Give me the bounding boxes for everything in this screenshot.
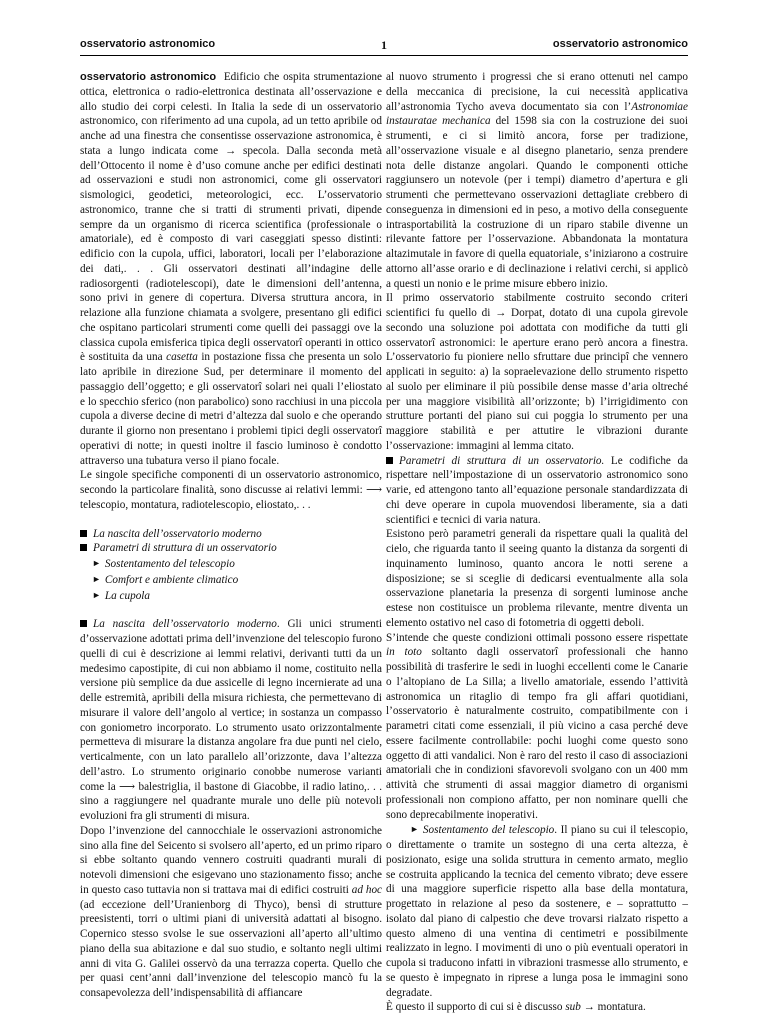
closing-paragraph: È questo il supporto di cui si è discusso sub → montatura. xyxy=(386,1001,646,1014)
section-parameters-paragraph: Parametri di struttura di un osservatorio. Le codifiche da rispettare nell’impostazione di un osservatorio astronomico sono varie, ed attengono tanto all’equazione personale standardizzata di chi deve operare in cupola muovendosi liberamente, sia a dati scientifici e tecnici di varia natura. xyxy=(386,454,689,526)
toc-subitem[interactable]: ► Sostentamento del telescopio xyxy=(92,558,235,570)
section-support-paragraph: ► Sostentamento del telescopio. Il piano su cui il telescopio, o direttamente o tramite un sostegno di una certa altezza, è posizionato, esige una solida struttura in cemento armato, meglio se costruita applicando la tecnica del cemento vibrato; deve essere di una maggiore superficie rispetto alla base della montatura, progettato in relazione al peso da sostenere, e – soprattutto – isolato dal piano di calpestio che deve trovarsi rialzato rispetto a questo almeno di una ventina di centimetri e possibilmente realizzato in legno. I movimenti di uno o più eventuali operatori in cupola si traducono infatti in vibrazioni trasmesse allo strumento, e se questo è impegnato in riprese a lunga posa le immagini sono degradate. xyxy=(386,824,688,999)
header-rule xyxy=(80,55,688,56)
square-bullet-icon xyxy=(386,457,393,464)
italic-sub: sub xyxy=(565,1001,581,1014)
triangle-bullet-icon: ► xyxy=(92,558,101,568)
section-birth-paragraph-2: Dopo l’invenzione del cannocchiale le osservazioni astronomiche sino alla fine del Seicento si svolsero all’aperto, ed un primo riparo si ebbe soltanto quando vennero costruiti quadranti murali di notevoli dimensioni che esigevano uno stazionamento fisso; anche in questo caso tuttavia non si trattava mai di edifici costruiti ad hoc (ad eccezione dell’Uranienborg di Thyco), bensì di strutture preesistenti, torri o ultimi piani di università adattati al bisogno. Copernico stesso svolse le sue osservazioni all’aperto all’ultimo piano della sua abitazione e dal suo studio, e soltanto negli ultimi anni di vita G. Galilei osservò da una terrazza coperta. Quello che per quasi cent’anni dall’invenzione del telescopio mancò fu la consapevolezza dell’indispensabilità di affiancare xyxy=(80,824,383,999)
italic-ad-hoc: ad hoc xyxy=(351,883,383,896)
square-bullet-icon xyxy=(80,530,87,537)
running-head-left: osservatorio astronomico xyxy=(80,38,216,50)
toc-item[interactable]: Parametri di struttura di un osservatorio xyxy=(80,541,382,556)
triangle-bullet-icon: ► xyxy=(92,589,101,600)
toc-subitem[interactable]: ► Comfort e ambiente climatico xyxy=(92,573,239,586)
section-title: Sostentamento del telescopio xyxy=(422,824,555,837)
dorpat-paragraph: Il primo osservatorio stabilmente costruito secondo criteri scientifici fu quello di → Dorpat, dotato di una cupola girevole secondo una soluzione poi adottata con modifiche da tutti gli osservatorî astronomici: le aperture erano però ancora a finestra. L’osservatorio fu pioniere nello sfruttare due principî che vennero applicati in seguito: a) la sopraelevazione dello strumento rispetto al suolo per eliminare il più possibile dense masse d’aria oltreché per una maggiore visibilità all’orizzonte; b) l’irrigidimento con strutture portanti del piano sui cui poggia lo strumento per una maggiore stabilità e per attutire le vibrazioni durante l’osservazione: immagini al lemma citato. xyxy=(386,292,688,452)
italic-in-toto: in toto xyxy=(386,646,422,659)
running-head-right: osservatorio astronomico xyxy=(552,38,688,50)
page-number: 1 xyxy=(381,38,387,52)
section-birth-paragraph: La nascita dell’osservatorio moderno. Gli unici strumenti d’osservazione adottati prima dell’invenzione del telescopio furono quelli di cui è descrizione ai lemmi relativi, derivanti tutti da un medesimo capostipite, di cui non abbiamo il nome, costituito nella versione più semplice da due assicelle di legno incernierate ad una delle estremità, apribili della misura richiesta, che permettevano di misurare il valore dell’angolo al vertice; in sostanza un compasso con goniometro incorporato. Lo strumento usato orizzontalmente permetteva di misurare la distanza angolare fra due punti nel cielo, verticalmente, con un lato parallelo all’orizzonte, dava l’altezza dell’astro. Lo strumento originario conobbe numerose varianti come la ⟶ balestriglia, il bastone di Giacobbe, il radio latino,. . . sino a raggiungere nel quadrante murale uno delle più notevoli evoluzioni fra gli strumenti di misura. xyxy=(80,618,382,822)
intro-text-rest: in postazione fissa che presenta un solo lato apribile in direzione Sud, per determinare il momento del passaggio dell’oggetto; e gli osservatorî solari nei quali l’eliostato e lo specchio sferico (non parabolico) sono racchiusi in una piccola cupola a diverse decine di metri d’altezza dal suolo e che operando durante il giorno non presentano i problemi tipici degli osservatorî operativi di notte; in questi inoltre il fascio luminoso è condotto attraverso una tubatura verso il piano focale. xyxy=(80,351,383,467)
section-text: Gli unici strumenti d’osservazione adottati prima dell’invenzione del telescopio furono quelli di cui è descrizione ai lemmi relativi, derivanti tutti da un medesimo capostipite, di cui non abbiamo il nome, costituito nella versione più semplice da due assicelle di legno incernierate ad una delle estremità, apribili della misura richiesta, che permettevano di misurare il valore dell’angolo al vertice; in sostanza un compasso con goniometro incorporato. Lo strumento usato orizzontalmente permetteva di misurare la distanza angolare fra due punti nel cielo, verticalmente, con un lato parallelo all’orizzonte, dava l’altezza dell’astro. Lo strumento originario conobbe numerose varianti come la ⟶ balestriglia, il bastone di Giacobbe, il radio latino,. . . sino a raggiungere nel quadrante murale uno delle più notevoli evoluzioni fra gli strumenti di misura. xyxy=(80,618,382,822)
intro-text: Edificio che ospita strumentazione ottica, elettronica o radio-elettronica destinata all’osservazione e allo studio dei corpi celesti. In Italia la sede di un osservatorio astronomico, con riferimento ad una cupola, ad un tetto apribile od anche ad una finestra che consentisse osservazione astronomica, è stata a lungo indicata come → specola. Dalla seconda metà dell’Ottocento il nome è d’uso comune anche per edifici destinati ad osservazioni e studi non astronomici, come gli osservatori sismologici, geodetici, meteorologici, ecc. L’osservatorio astronomico, tranne che si tratti di strumenti privati, dipende sempre da un organismo di ricerca scientifica (professionale o amatoriale), ed è composto di vari caseggiati spesso distinti: edificio con la cupola, uffici, laboratori, locali per l’elaborazione dei dati,. . . Gli osservatori destinati all’indagine delle radiosorgenti (radiotelescopi), date le dimensioni dell’antenna, sono privi in genere di copertura. Diversa struttura ancora, in relazione alla funzione chiamata a svolgere, presentano gli edifici che ospitano particolari strumenti come quelli dei passaggi ove la classica cupola emisferica tipica degli osservatorî operanti in ottico è sostituita da una xyxy=(80,71,382,364)
optimal-conditions-paragraph: S’intende che queste condizioni ottimali possono essere rispettate in toto soltanto dagli osservatorî professionali che hanno possibilità di trasferire le sedi in luoghi eccellenti come le Canarie o l’altopiano de La Silla; a livello amatoriale, essendo l’attività astronomica un ritaglio di tempo fra gli affari quotidiani, l’osservatorio è naturalmente costruito, compatibilmente con i parametri citati come essenziali, il più vicino a casa perché deve essere facilmente controllabile: pochi luoghi come questo sono oggetto di atti vandalici. Non è raro del resto il caso di associazioni amatoriali che in condizioni sfavorevoli svolgano con un 400 mm attività che strumenti di assai maggior diametro di organismi professionali non compiono affatto, per non nominare quelli che sono deprecabilmente inoperativi. xyxy=(386,631,688,821)
section-title: La nascita dell’osservatorio moderno xyxy=(93,618,277,631)
italic-book-title: Astronomiae instauratae mechanica xyxy=(386,100,688,128)
sky-quality-paragraph: Esistono però parametri generali da rispettare quali la qualità del cielo, che riguarda tanto il seeing quanto la distanza da sorgenti di inquinamento luminoso, quanto ancora le notti serene a disposizione; se si sceglie di dedicarsi eventualmente alla sola osservazione planetaria la presenza di sorgenti luminose anche estese non costituisce un problema rilevante, mentre diventa un elemento ostativo nel caso di fotometria di oggetti deboli. xyxy=(386,528,688,629)
left-column xyxy=(80,70,382,1001)
square-bullet-icon xyxy=(80,620,87,627)
continuation-paragraph: al nuovo strumento i progressi che si erano ottenuti nel campo della meccanica di precisione, la cui necessità applicativa all’astronomia Tycho aveva documentato sia con l’Astronomiae instauratae mechanica del 1598 sia con la costruzione dei suoi strumenti, e ci si limitò ancora, forse per tradizione, all’osservazione visuale e al disegno planetario, senza prendere nota delle distanze angolari. Quando le componenti ottiche raggiunsero un notevole (per i tempi) diametro d’apertura e gli strumenti che permettevano osservazioni dettagliate crebbero di conseguenza in dimensioni ed in peso, a motivo della conseguente intrasportabilità la costruzione di un riparo stabile divenne un rilevante fattore per l’osservazione. Abbandonata la montatura altazimutale in favore di quella equatoriale, s’iniziarono a costruire attorno all’asse orario e di declinazione i relativi cerchi, si applicò a questi un nonio e le prime misure ebbero inizio. xyxy=(386,71,688,290)
square-bullet-icon xyxy=(80,544,87,551)
section-title: Parametri di struttura di un osservatorio. xyxy=(399,454,605,467)
triangle-bullet-icon: ► xyxy=(410,824,419,835)
intro-italic-casetta: casetta xyxy=(166,351,198,364)
table-of-contents xyxy=(80,527,382,604)
toc-subitem[interactable]: ► La cupola xyxy=(92,589,150,602)
right-column xyxy=(386,70,688,1015)
triangle-bullet-icon: ► xyxy=(92,573,101,584)
page-header xyxy=(80,38,688,58)
components-paragraph: Le singole specifiche componenti di un osservatorio astronomico, secondo la particolare finalità, sono discusse ai relativi lemmi: ⟶ telescopio, montatura, radiotelescopio, eliostato,. . . xyxy=(80,469,382,511)
intro-paragraph xyxy=(80,70,382,468)
entry-title: osservatorio astronomico xyxy=(80,71,217,83)
toc-item[interactable]: La nascita dell’osservatorio moderno xyxy=(80,527,382,542)
